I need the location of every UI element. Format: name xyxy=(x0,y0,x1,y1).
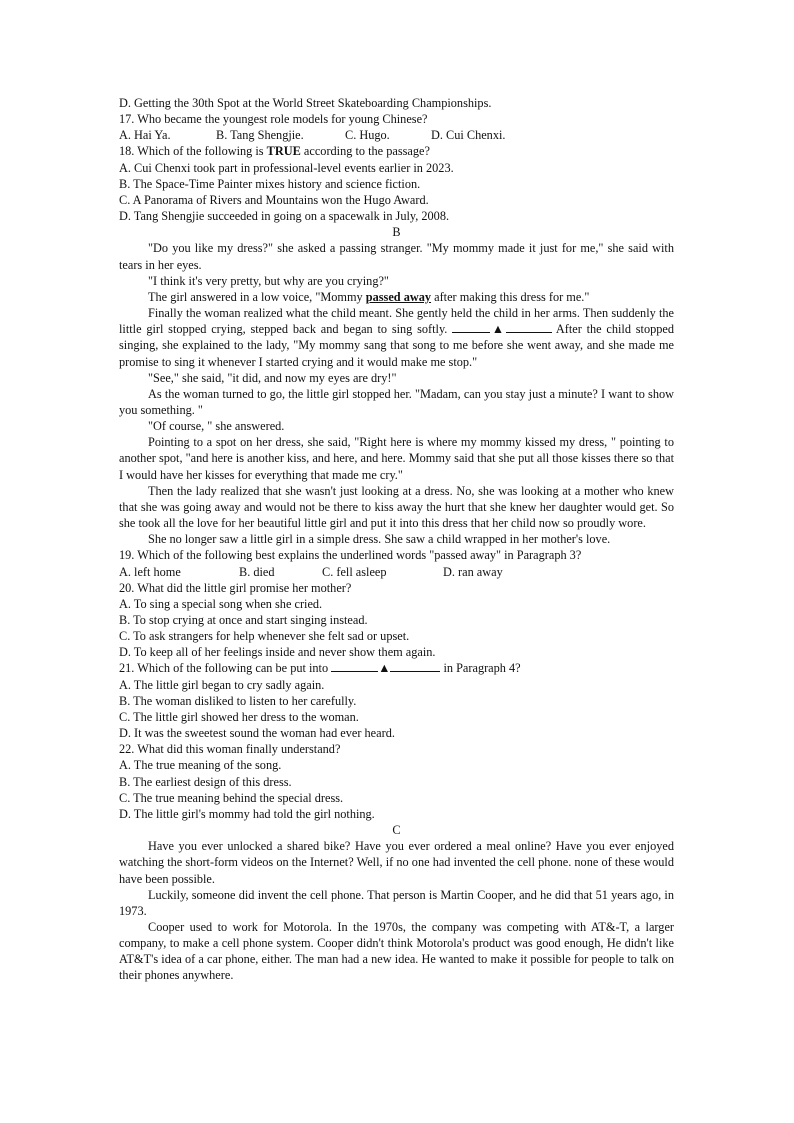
c-paragraph-3: Cooper used to work for Motorola. In the 1970s, the company was competing with AT&-T, a larger company, to make a cell phone system. Cooper didn't think Motorola's product was good enough, He didn't like AT&T's idea of a car phone, either. The man had a new idea. He wanted to make it possible for people to talk on their phones anywhere. xyxy=(119,919,674,983)
q18-option-a: A. Cui Chenxi took part in professional-level events earlier in 2023. xyxy=(119,160,454,175)
b-paragraph-5: "See," she said, "it did, and now my eyes are dry!" xyxy=(148,370,397,385)
q19-option-c: C. fell asleep xyxy=(322,564,387,579)
q18-option-c: C. A Panorama of Rivers and Mountains won the Hugo Award. xyxy=(119,192,429,207)
q18-option-b: B. The Space-Time Painter mixes history and science fiction. xyxy=(119,176,421,191)
q19-question: 19. Which of the following best explains the underlined words "passed away" in Paragraph 3? xyxy=(119,548,582,563)
blank-triangle-marker: ▲ xyxy=(490,322,506,337)
q19-option-a: A. left home xyxy=(119,564,181,579)
blank-line xyxy=(452,321,490,333)
q22-option-d: D. The little girl's mommy had told the girl nothing. xyxy=(119,806,375,821)
b-paragraph-8: Pointing to a spot on her dress, she said, "Right here is where my mommy kissed my dress, " pointing to another spot, "and here is another kiss, and here, and here. Mommy said that she put all those kisses there so that I would have her kisses for everything that made me cry." xyxy=(119,435,674,482)
b-paragraph-1: "Do you like my dress?" she asked a passing stranger. "My mommy made it just for me," she said with tears in her eyes. xyxy=(119,241,674,272)
q18-question xyxy=(119,143,674,159)
q21-question-tail: in Paragraph 4? xyxy=(440,661,521,676)
q22-option-b: B. The earliest design of this dress. xyxy=(119,774,292,789)
q19-option-b: B. died xyxy=(239,564,275,579)
q18-true-keyword: TRUE xyxy=(266,144,301,159)
q22-option-c: C. The true meaning behind the special dress. xyxy=(119,790,344,805)
q20-option-c: C. To ask strangers for help whenever she felt sad or upset. xyxy=(119,629,410,644)
q21-question xyxy=(119,660,674,676)
b-paragraph-9: Then the lady realized that she wasn't just looking at a dress. No, she was looking at a mother who knew that she was going away and would not be there to kiss away the hurt that she knew her daughter would get. So she took all the love for her beautiful little girl and put it into this dress that her child now so proudly wore. xyxy=(119,483,674,531)
q17-option-a: A. Hai Ya. xyxy=(119,128,171,143)
b-p4-text: Finally the woman realized what the child meant. She gently held the child in her arms. Then suddenly the little girl stopped crying, stepped back and began to sing softly. xyxy=(119,306,674,337)
q17-option-c: C. Hugo. xyxy=(345,128,390,143)
q16-option-d: D. Getting the 30th Spot at the World Street Skateboarding Championships. xyxy=(119,96,492,110)
q20-option-d: D. To keep all of her feelings inside and never show them again. xyxy=(119,645,436,660)
section-c-heading: C xyxy=(392,823,401,838)
q19-options xyxy=(119,564,674,580)
q18-question-tail: according to the passage? xyxy=(300,144,430,159)
c-paragraph-2: Luckily, someone did invent the cell phone. That person is Martin Cooper, and he did that 51 years ago, in 1973. xyxy=(119,887,674,918)
underlined-passed-away: passed away xyxy=(365,289,432,304)
section-b-heading: B xyxy=(392,225,401,240)
q18-question-text: 18. Which of the following is xyxy=(119,144,267,159)
q20-question: 20. What did the little girl promise her mother? xyxy=(119,580,352,595)
b-p3-text: The girl answered in a low voice, "Mommy xyxy=(148,289,366,304)
q20-option-b: B. To stop crying at once and start singing instead. xyxy=(119,613,368,627)
blank-line xyxy=(390,660,440,672)
q17-options xyxy=(119,127,674,143)
q18-option-d: D. Tang Shengjie succeeded in going on a spacewalk in July, 2008. xyxy=(119,209,450,224)
b-paragraph-6: As the woman turned to go, the little girl stopped her. "Madam, can you stay just a minute? I want to show you something. " xyxy=(119,386,674,417)
q17-question: 17. Who became the youngest role models for young Chinese? xyxy=(119,112,428,127)
b-paragraph-4 xyxy=(119,305,674,370)
b-p3-tail: after making this dress for me." xyxy=(431,289,590,304)
q22-question: 22. What did this woman finally understand? xyxy=(119,742,341,757)
b-paragraph-2: "I think it's very pretty, but why are you crying?" xyxy=(148,273,389,288)
q21-question-text: 21. Which of the following can be put into xyxy=(119,661,332,676)
q21-option-c: C. The little girl showed her dress to the woman. xyxy=(119,709,359,724)
q21-option-a: A. The little girl began to cry sadly again. xyxy=(119,677,325,692)
blank-triangle-marker: ▲ xyxy=(378,661,391,676)
b-paragraph-10: She no longer saw a little girl in a simple dress. She saw a child wrapped in her mother's love. xyxy=(148,532,611,547)
blank-line xyxy=(331,660,378,672)
b-p4-tail: After the child stopped singing, she explained to the lady, "My mommy sang that song to me before she went away, and she made me promise to sing it whenever I started crying and it would make me stop." xyxy=(119,322,675,369)
q21-option-b: B. The woman disliked to listen to her carefully. xyxy=(119,693,357,708)
q19-option-d: D. ran away xyxy=(443,564,503,579)
q22-option-a: A. The true meaning of the song. xyxy=(119,758,282,773)
c-paragraph-1: Have you ever unlocked a shared bike? Have you ever ordered a meal online? Have you ever enjoyed watching the short-form videos on the Internet? Well, if no one had invented the cell phone. none of these would have been possible. xyxy=(119,839,674,886)
q17-option-b: B. Tang Shengjie. xyxy=(216,128,304,143)
q20-option-a: A. To sing a special song when she cried. xyxy=(119,596,323,611)
q17-option-d: D. Cui Chenxi. xyxy=(431,128,506,143)
b-paragraph-7: "Of course, " she answered. xyxy=(148,419,285,434)
blank-line xyxy=(506,321,552,333)
b-paragraph-3 xyxy=(119,289,674,305)
q21-option-d: D. It was the sweetest sound the woman had ever heard. xyxy=(119,726,395,741)
exam-page xyxy=(119,95,674,984)
